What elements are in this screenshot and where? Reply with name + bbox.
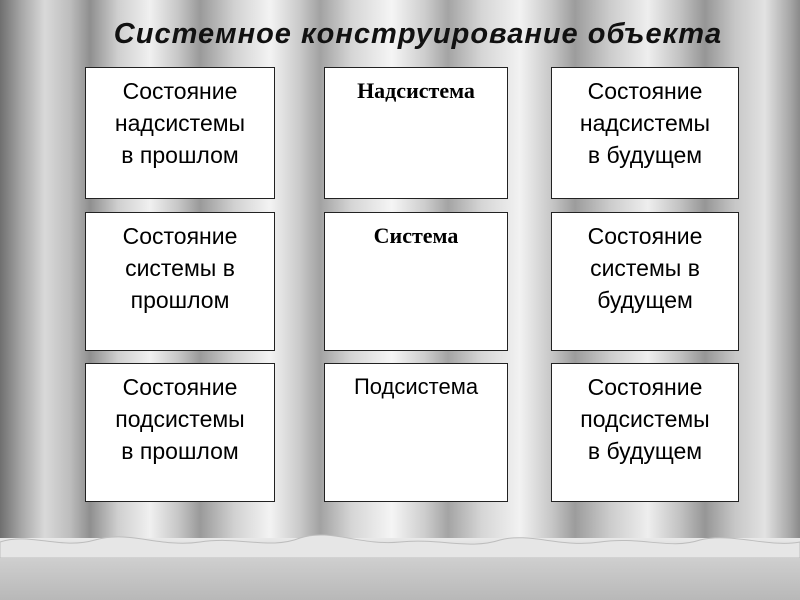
box-subsystem-label: Подсистема <box>353 374 479 399</box>
slide-title: Системное конструирование объекта <box>113 18 723 50</box>
box-supersystem-future-label: Состояние надсистемы в будущем <box>579 78 711 168</box>
box-supersystem-future <box>551 67 739 199</box>
box-subsystem <box>324 363 508 502</box>
box-supersystem-past <box>85 67 275 199</box>
box-system-label: Система <box>373 223 459 248</box>
box-subsystem-past <box>85 363 275 502</box>
box-system-past <box>85 212 275 351</box>
box-system-past-label: Состояние системы в прошлом <box>122 223 238 313</box>
box-supersystem-past-label: Состояние надсистемы в прошлом <box>114 78 246 168</box>
box-subsystem-future-label: Состояние подсистемы в будущем <box>580 374 710 464</box>
box-subsystem-past-label: Состояние подсистемы в прошлом <box>115 374 245 464</box>
box-system <box>324 212 508 351</box>
box-system-future <box>551 212 739 351</box>
box-subsystem-future <box>551 363 739 502</box>
box-supersystem-label: Надсистема <box>357 78 475 103</box>
box-supersystem <box>324 67 508 199</box>
box-system-future-label: Состояние системы в будущем <box>587 223 703 313</box>
curtain-hem <box>0 528 800 558</box>
